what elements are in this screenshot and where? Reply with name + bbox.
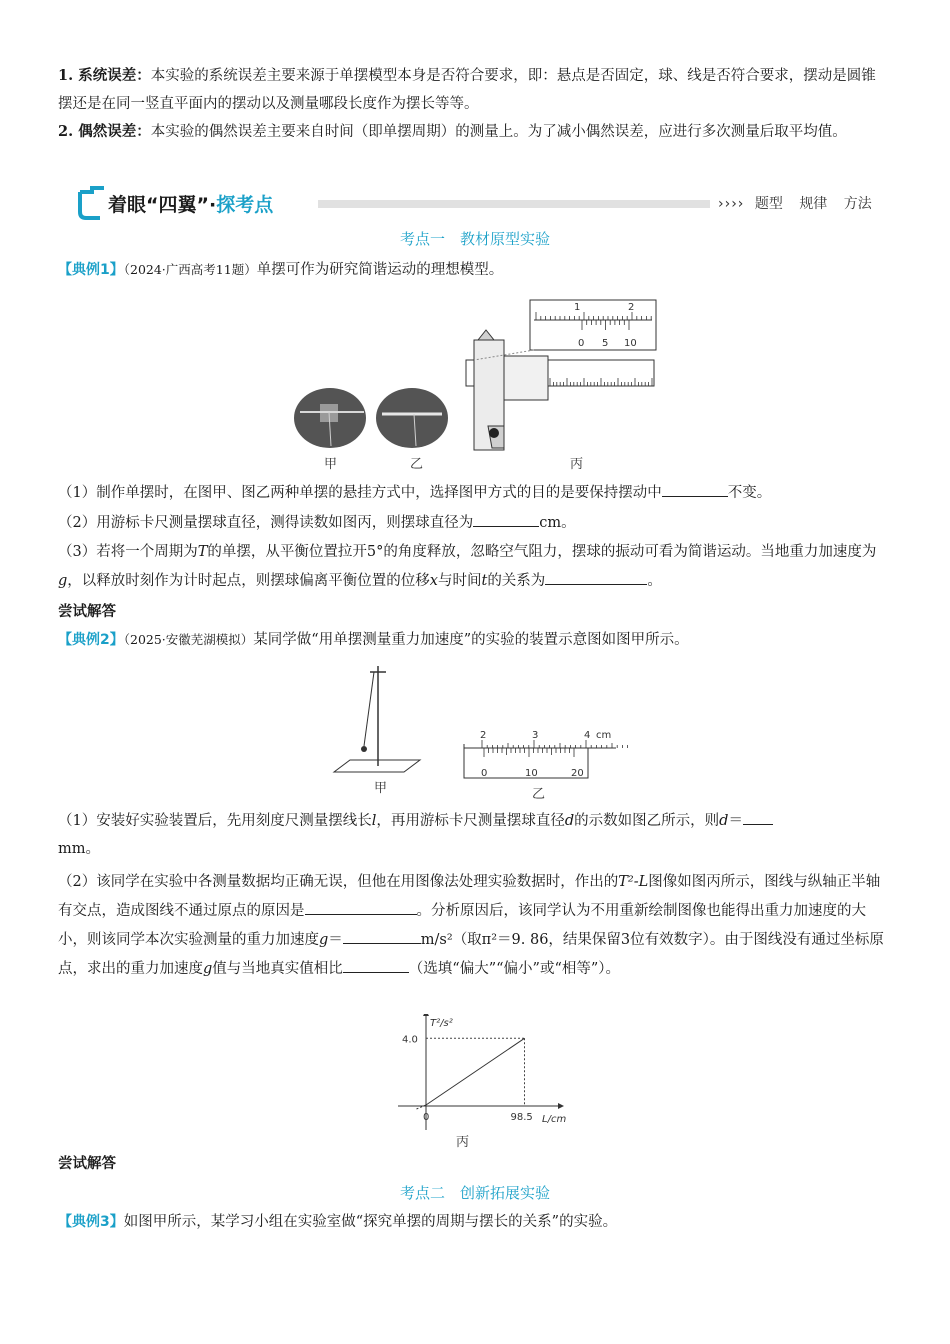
banner-item-method: 方法 [843, 196, 872, 212]
try-answer-2: 尝试解答 [58, 1156, 116, 1172]
caliper-main-label-3: 3 [532, 730, 539, 741]
q3-text-b: 的单摆，从平衡位置拉开5°的角度释放，忽略空气阻力，摆球的振动可看为简谐运动。当地重力加速度为 [207, 544, 877, 560]
q3-answer-blank[interactable] [545, 566, 647, 585]
zoom-main-label-2: 2 [628, 302, 635, 313]
ex2-q1-unit: mm。 [58, 841, 100, 857]
ex2-q2-var-T2L: T²-L [618, 874, 649, 890]
example-1-q1 [58, 478, 890, 507]
pendulum-stand-drawing [334, 666, 420, 772]
random-error-paragraph [58, 118, 890, 146]
banner-item-type: 题型 [754, 196, 783, 212]
example-1-figure [290, 296, 670, 476]
q3-text-e: 的关系为 [487, 573, 546, 589]
ex2-q2-text-d: （取π²＝9. 86，结果保留3位有效数字）。由于图线没有通过坐标原点，求出的重力加速度 [58, 932, 884, 977]
zoom-vernier-label-5: 5 [602, 338, 609, 349]
q3-text-f: 。 [647, 573, 662, 589]
fig2-caption-jia: 甲 [374, 781, 388, 796]
q3-var-T: T [197, 544, 208, 560]
zoom-main-label-1: 1 [574, 302, 581, 313]
q3-text-a: （3）若将一个周期为 [58, 544, 198, 560]
example-2-tag: 【典例2】 [58, 632, 124, 648]
q3-text-c: ，以释放时刻作为计时起点，则摆球偏离平衡位置的位移 [67, 573, 430, 589]
ex2-q1-answer-blank[interactable] [743, 806, 773, 825]
sys-label: . 系统误差： [68, 67, 151, 84]
rand-label: . 偶然误差： [68, 123, 151, 140]
t2-l-chart [380, 1014, 580, 1150]
banner-arrows: ›››› [718, 196, 745, 212]
ex2-q2-text-a: （2）该同学在实验中各测量数据均正确无误，但他在用图像法处理实验数据时，作出的 [58, 874, 619, 890]
ex2-q1-text-a: （1）安装好实验装置后，先用刻度尺测量摆线长 [58, 813, 372, 829]
ex2-q2-g-blank[interactable] [343, 925, 421, 944]
zoom-vernier-label-0: 0 [578, 338, 585, 349]
ex2-q2-text-e: 值与当地真实值相比 [212, 961, 343, 977]
q1-text-end: 不变。 [727, 485, 772, 501]
ex2-q1-text-c: 的示数如图乙所示，则 [574, 813, 720, 829]
caliper-unit-cm: cm [596, 730, 612, 741]
ex2-q2-text-c: 。分析原因后，该同学认为不用重新绘制图像也能得出重力加速度的大小，则该同学本次实验测量的重力加速度 [58, 903, 866, 948]
fig2-caption-yi: 乙 [532, 787, 546, 800]
example-3-intro [58, 1208, 890, 1236]
example-1-q3 [58, 538, 890, 595]
try-answer-1: 尝试解答 [58, 604, 116, 620]
ex2-q1-eq: ＝ [728, 813, 743, 829]
example-2-q2 [58, 868, 890, 983]
q2-text: （2）用游标卡尺测量摆球直径，测得读数如图丙，则摆球直径为 [58, 515, 474, 531]
example-2-q1 [58, 806, 890, 863]
example-1-q2 [58, 508, 890, 537]
chart-x-label: L/cm [542, 1114, 567, 1125]
fig1-caption-jia: 甲 [324, 457, 338, 472]
chart-caption: 丙 [456, 1135, 470, 1150]
example-2-figure [330, 660, 630, 800]
caliper-vernier-label-10: 10 [525, 768, 538, 779]
zoom-vernier-label-10: 10 [624, 338, 637, 349]
ex2-q1-text-b: ，再用游标卡尺测量摆球直径 [376, 813, 565, 829]
q3-var-x: x [429, 573, 438, 589]
example-1-intro [58, 256, 890, 284]
point-one-heading: 考点一 教材原型实验 [399, 230, 550, 248]
ex2-q2-unit: m/s² [420, 932, 453, 948]
chart-x-arrow [558, 1103, 564, 1109]
example-3-text: 如图甲所示，某学习小组在实验室做“探究单摆的周期与摆长的关系”的实验。 [123, 1214, 618, 1230]
example-3-tag: 【典例3】 [58, 1214, 124, 1230]
q3-text-d: 与时间 [437, 573, 482, 589]
q3-var-g: g [58, 573, 68, 589]
ex2-q2-compare-blank[interactable] [343, 954, 409, 973]
fig1-caption-bing: 丙 [570, 457, 584, 472]
example-1-tag: 【典例1】 [58, 262, 124, 278]
rand-num: 2 [58, 123, 69, 140]
example-2-intro [58, 626, 890, 654]
banner-title-a: 着眼 [108, 194, 147, 216]
banner-title-c: · [209, 194, 217, 216]
systematic-error-paragraph [58, 62, 890, 118]
chart-y-label: T²/s² [430, 1018, 453, 1029]
banner-item-rule: 规律 [799, 196, 828, 212]
example-2-source: （2025·安徽芜湖模拟） [123, 632, 254, 647]
q2-unit: cm。 [539, 515, 576, 531]
section-banner [78, 186, 888, 220]
caliper-vernier-label-0: 0 [481, 768, 488, 779]
banner-title-d: 探考点 [216, 194, 274, 216]
sys-num: 1 [58, 67, 69, 84]
pendulum-clip-photo [294, 388, 366, 448]
ex2-q2-var-g: g [319, 932, 329, 948]
chart-y-tick: 4.0 [402, 1034, 418, 1046]
chart-y-arrow [423, 1014, 429, 1016]
fig1-caption-yi: 乙 [410, 457, 424, 472]
ex2-q2-text-b: 图像如图丙所示，图线与纵轴正半轴有交点，造成图线不通过原点的原因是 [58, 874, 881, 919]
example-2-intro-text: 某同学做“用单摆测量重力加速度”的实验的装置示意图如图甲所示。 [253, 632, 689, 648]
rand-text: 本实验的偶然误差主要来自时间（即单摆周期）的测量上。为了减小偶然误差，应进行多次测量后取平均值。 [150, 124, 847, 140]
ex2-q1-var-d2: d [719, 813, 729, 829]
ex2-q2-text-f: （选填“偏大”“偏小”或“相等”）。 [408, 961, 621, 977]
caliper-vernier-label-20: 20 [571, 768, 584, 779]
q3-var-t: t [481, 573, 488, 589]
pendulum-wrap-photo [376, 388, 448, 448]
vernier-caliper-drawing [466, 300, 656, 450]
example-1-source: （2024·广西高考11题） [123, 262, 257, 277]
ex2-q2-reason-blank[interactable] [305, 896, 417, 915]
q2-answer-blank[interactable] [473, 508, 539, 527]
chart-series-line [426, 1038, 525, 1105]
example-1-intro-text: 单摆可作为研究简谐运动的理想模型。 [256, 262, 504, 278]
q1-answer-blank[interactable] [662, 478, 728, 497]
sys-text: 本实验的系统误差主要来源于单摆模型本身是否符合要求，即：悬点是否固定，球、线是否符合要求，摆动是圆锥摆还是在同一竖直平面内的摆动以及测量哪段长度作为摆长等等。 [58, 68, 876, 112]
caliper-main-label-2: 2 [480, 730, 487, 741]
point-two-heading: 考点二 创新拓展实验 [399, 1184, 550, 1202]
chart-x-tick: 98.5 [510, 1112, 533, 1123]
chart-x-tick-origin: 0 [423, 1112, 430, 1123]
ex2-q2-var-g2: g [203, 961, 213, 977]
vernier-caliper-scale-drawing [464, 740, 628, 778]
ex2-q1-var-d: d [564, 813, 575, 829]
ex2-q1-var-l: l [371, 813, 377, 829]
ex2-q2-eq: ＝ [328, 932, 343, 948]
caliper-main-label-4: 4 [584, 730, 591, 741]
banner-title-b: “四翼” [146, 194, 209, 216]
q1-text: （1）制作单摆时，在图甲、图乙两种单摆的悬挂方式中，选择图甲方式的目的是要保持摆动中 [58, 485, 662, 501]
